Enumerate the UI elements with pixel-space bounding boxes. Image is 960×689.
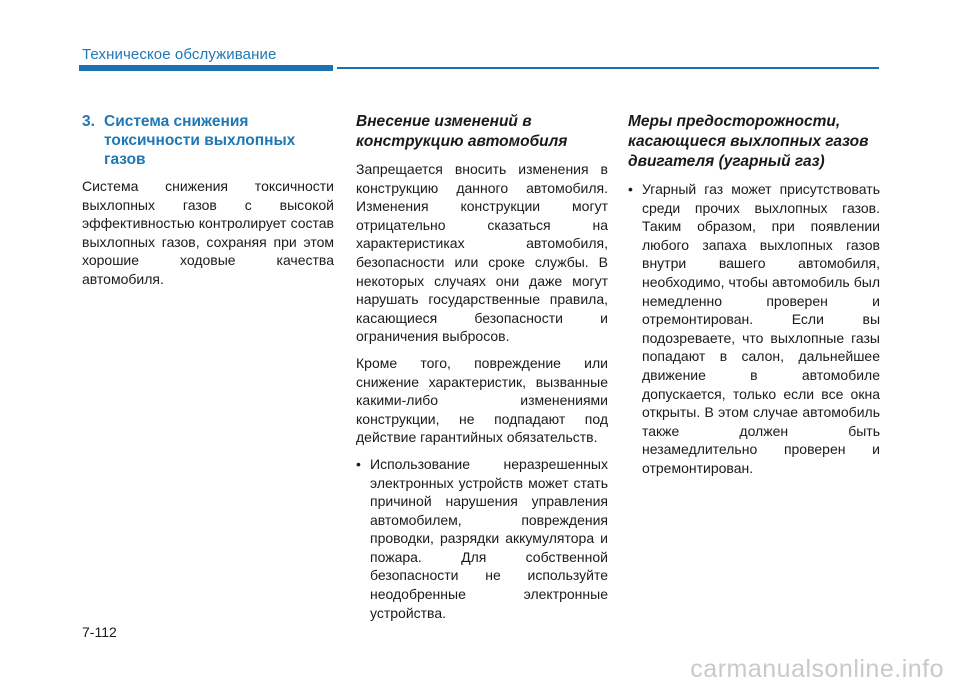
- column-3: [628, 112, 880, 478]
- bullet-text: Угарный газ может присутствовать среди прочих выхлопных газов. Таким образом, при появлении любого запаха выхлопных газов внутри вашего автомобиля, необходимо, чтобы автомобиль был немедленно проверен и отремонтирован. Если вы подозреваете, что выхлопные газы попадают в салон, дальнейшее движение в автомобиле допускается, только если все окна открыты. В этом случае автомобиль также должен быть незамедлительно проверен и отремонтирован.: [642, 181, 880, 476]
- modifications-paragraph-1: Запрещается вносить изменения в конструкцию данного автомобиля. Изменения конструкции могут отрицательно сказаться на характеристиках автомобиля, безопасности или сроке службы. В некоторых случаях они даже могут нарушать государственные правила, касающиеся безопасности и ограничения выбросов.: [356, 161, 608, 345]
- modifications-heading: Внесение изменений в конструкцию автомобиля: [356, 113, 568, 150]
- bullet-icon: •: [356, 455, 361, 472]
- page-header-title: Техническое обслуживание: [82, 46, 277, 63]
- section-paragraph: Система снижения токсичности выхлопных газов с высокой эффективностью контролирует состав выхлопных газов, сохраняя при этом хорошие ходовые качества автомобиля.: [82, 178, 334, 287]
- watermark: carmanualsonline.info: [690, 655, 944, 683]
- section-heading: [82, 112, 334, 169]
- modifications-paragraph-2: Кроме того, повреждение или снижение характеристик, вызванные какими-либо изменениями конструкции, не подпадают под действие гарантийных обязательств.: [356, 354, 608, 446]
- bullet-item: [356, 455, 608, 622]
- section-title: Система снижения токсичности выхлопных газов: [104, 113, 296, 168]
- column-2: [356, 112, 608, 622]
- header-rule-thick: [79, 65, 333, 71]
- exhaust-warning-heading: Меры предосторожности, касающиеся выхлопных газов двигателя (угарный газ): [628, 113, 869, 170]
- bullet-item: [628, 180, 880, 478]
- header-rule-thin: [337, 67, 879, 69]
- bullet-text: Использование неразрешенных электронных устройств может стать причиной нарушения управления автомобилем, повреждения проводки, разрядки аккумулятора и пожара. Для собственной безопасности не используйте неодобренные электронные устройства.: [370, 455, 608, 621]
- page-number: 7-112: [82, 624, 117, 640]
- section-number: 3.: [82, 113, 95, 130]
- column-1: [82, 112, 334, 297]
- bullet-icon: •: [628, 181, 633, 197]
